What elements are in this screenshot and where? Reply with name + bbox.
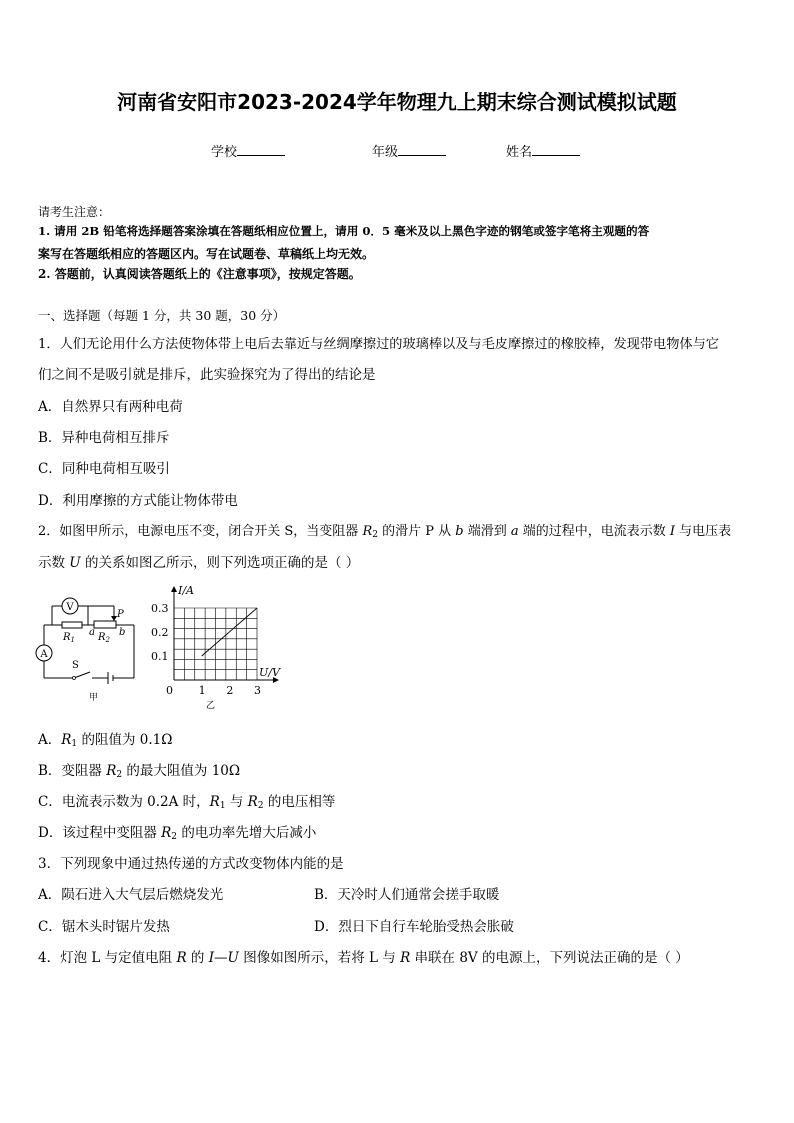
q1-option-b[interactable]: B．异种电荷相互排斥 (38, 430, 170, 446)
q1-option-c[interactable]: C．同种电荷相互吸引 (38, 461, 170, 477)
x-axis-label: U/V (259, 666, 280, 679)
q1-stem-line-1: 1．人们无论用什么方法使物体带上电后去靠近与丝绸摩擦过的玻璃棒以及与毛皮摩擦过的橡胶棒，发现带电物体与它 (38, 337, 719, 352)
x-tick-label: 0 (166, 684, 173, 697)
q1-stem-line-2: 们之间不是吸引就是排斥，此实验探究为了得出的结论是 (38, 367, 376, 383)
q2-stem-line-1: 2．如图甲所示，电源电压不变，闭合开关 S，当变阻器 $R_2$ 的滑片 P 从 b 端滑到 a 端的过程中，电流表示数 I 与电压表 (38, 524, 732, 540)
q3-option-c[interactable]: C．锯木头时锯片发热 (38, 919, 170, 935)
switch-label: S (72, 660, 79, 671)
slider-p-label: P (117, 609, 124, 620)
terminal-a-label: a (89, 627, 95, 638)
r1-label: R (63, 632, 71, 643)
y-tick-label: 0.3 (151, 602, 169, 615)
name-blank[interactable] (532, 143, 580, 156)
x-tick-label: 3 (254, 684, 261, 697)
circuit-diagram (34, 590, 144, 702)
q2-option-d[interactable]: D．该过程中变阻器 $R_2$ 的电功率先增大后减小 (38, 825, 317, 842)
grade-label: 年级 (372, 145, 399, 160)
school-label: 学校 (211, 145, 238, 160)
grade-blank[interactable] (398, 143, 446, 156)
series-line (202, 608, 257, 656)
q3-option-b[interactable]: B．天冷时人们通常会搓手取暖 (314, 887, 500, 903)
figure-jia-caption: 甲 (89, 693, 99, 702)
y-axis-arrow-icon (171, 586, 177, 592)
section-heading: 一、选择题（每题 1 分，共 30 题，30 分） (38, 308, 286, 323)
q2-option-b[interactable]: B．变阻器 $R_2$ 的最大阻值为 10Ω (38, 763, 241, 780)
iu-chart (148, 582, 283, 710)
notice-line-3: 2. 答题前，认真阅读答题纸上的《注意事项》，按规定答题。 (38, 267, 361, 281)
y-axis-label: I/A (178, 584, 194, 597)
terminal-b-label: b (119, 627, 126, 638)
q3-option-a[interactable]: A．陨石进入大气层后燃烧发光 (38, 887, 224, 903)
y-tick-label: 0.2 (151, 626, 169, 639)
svg-text:R1: $R_1$ (63, 632, 75, 644)
page-title: 河南省安阳市2023-2024学年物理九上期末综合测试模拟试题 (117, 90, 677, 114)
school-blank[interactable] (237, 143, 285, 156)
q4-stem: 4．灯泡 L 与定值电阻 R 的 I—U 图像如图所示，若将 L 与 R 串联在 8V 的电源上，下列说法正确的是（ ） (38, 950, 689, 966)
school-field[interactable] (211, 141, 285, 160)
q1-option-d[interactable]: D．利用摩擦的方式能让物体带电 (38, 493, 238, 509)
notice-line-1: 1. 请用 2B 铅笔将选择题答案涂填在答题纸相应位置上，请用 0．5 毫米及以上黑色字迹的钢笔或签字笔将主观题的答 (38, 224, 650, 238)
svg-text:R2: $R_2$ (98, 632, 110, 644)
notice-line-2: 案写在答题纸相应的答题区内。写在试题卷、草稿纸上均无效。 (38, 247, 375, 261)
voltmeter-symbol: V (66, 602, 74, 613)
name-label: 姓名 (506, 145, 533, 160)
q3-stem: 3．下列现象中通过热传递的方式改变物体内能的是 (38, 856, 344, 872)
q2-stem-line-2: 示数 U 的关系如图乙所示，则下列选项正确的是（ ） (38, 555, 360, 571)
y-tick-label: 0.1 (151, 650, 169, 663)
q2-option-a[interactable]: A．$R_1$ 的阻值为 0.1Ω (38, 732, 173, 749)
q1-option-a[interactable]: A．自然界只有两种电荷 (38, 399, 183, 415)
ammeter-symbol: A (40, 649, 48, 660)
grade-field[interactable] (372, 141, 446, 160)
figure-yi-caption: 乙 (206, 701, 216, 710)
r2-label: R (98, 632, 106, 643)
q3-option-d[interactable]: D．烈日下自行车轮胎受热会胀破 (314, 919, 514, 935)
q2-option-c[interactable]: C．电流表示数为 0.2A 时，$R_1$ 与 $R_2$ 的电压相等 (38, 794, 336, 811)
x-tick-label: 2 (226, 684, 234, 697)
notice-heading: 请考生注意： (38, 205, 111, 219)
name-field[interactable] (506, 141, 580, 160)
x-tick-label: 1 (198, 684, 206, 697)
